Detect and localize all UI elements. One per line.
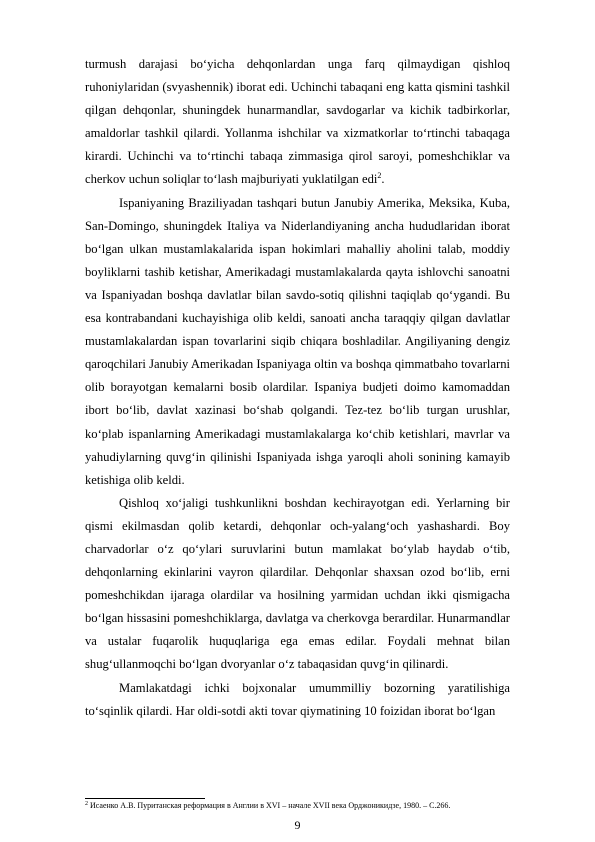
paragraph-4: Mamlakatdagi ichki bojxonalar umummilliy bozorning yaratilishiga to‘sqinlik qilardi. Har oldi-sotdi akti tovar qiymatining 10 foizidan iborat bo‘lgan: [85, 680, 510, 718]
paragraph-1-tail: .: [381, 172, 385, 187]
footnote-number: 2: [85, 801, 88, 807]
paragraph-3: Qishloq xo‘jaligi tushkunlikni boshdan kechirayotgan edi. Yerlarning bir qismi ekilmasdan qolib ketardi, dehqonlar och-yalang‘och yashashardi. Boy charvadorlar o‘z qo‘ylari suruvlarini butun mamlakat bo‘ylab haydab o‘tib, dehqonlarning ekinlarini vayron qilardilar. Dehqonlar shaxsan ozod bo‘lib, erni pomeshchikdan ijaraga olardilar va hosilning yarmidan uchdan ikki qismigacha bo‘lgan hissasini pomeshchiklarga, davlatga va cherkovga berardilar. Hunarmandlar va ustalar fuqarolik huquqlariga ega emas edilar. Foydali mehnat bilan shug‘ullanmoqchi bo‘lgan dvoryanlar o‘z tabaqasidan quvg‘in qilinardi.: [85, 495, 510, 672]
footnote: [85, 800, 525, 811]
paragraph-1: [85, 53, 510, 192]
footnote-reference[interactable]: 2: [377, 171, 382, 181]
body-text: [85, 53, 510, 723]
paragraph-2: Ispaniyaning Braziliyadan tashqari butun Janubiy Amerika, Meksika, Kuba, San-Domingo, shuningdek Italiya va Niderlandiyaning ancha hududlaridan iborat bo‘lgan ulkan mustamlakalarida ispan hokimlari mahalliy aholini talab, moddiy boyliklarni tashib ketishar, Amerikadagi mustamlakalarda qayta ishlovchi sanoatni va Ispaniyadan boshqa davlatlar bilan savdo-sotiq qilishni taqiqlab qo‘ygandi. Bu esa kontrabandani kuchayishiga olib keldi, sanoati ancha taraqqiy qilgan davlatlar mustamlakalardan ispan tovarlarini siqib chiqara boshladilar. Angiliyaning dengiz qaroqchilari Janubiy Amerikadan Ispaniyaga oltin va boshqa qimmatbaho tovarlarni olib borayotgan kemalarni bosib olardilar. Ispaniya budjeti doimo kamomaddan ibort bo‘lib, davlat xazinasi bo‘shab qolgandi. Tez-tez bo‘lib turgan urushlar, ko‘plab ispanlarning Amerikadagi mustamlakalarga ko‘chib ketishlari, mavrlar va yahudiylarning quvg‘in qilinishi Ispaniyada ishga yaroqli aholi sonining kamayib ketishiga olib keldi.: [85, 195, 510, 487]
footnote-separator: [85, 798, 205, 799]
footnote-text: Исаенко А.В. Пуританская реформация в Англии в XVI – начале XVII века Орджоникидзе, 1980. – С.266.: [88, 801, 451, 810]
paragraph-1-text: turmush darajasi bo‘yicha dehqonlardan unga farq qilmaydigan qishloq ruhoniylaridan (svyashennik) iborat edi. Uchinchi tabaqani eng katta qismini tashkil qilgan dehqonlar, shuningdek hunarmandlar, savdogarlar va kichik tadbirkorlar, amaldorlar tashkil qilardi. Yollanma ishchilar va xizmatkorlar to‘rtinchi tabaqaga kirardi. Uchinchi va to‘rtinchi tabaqa zimmasiga qirol saroyi, pomeshchiklar va cherkov uchun soliqlar to‘lash majburiyati yuklatilgan edi: [85, 57, 510, 187]
page-number: 9: [294, 818, 301, 832]
